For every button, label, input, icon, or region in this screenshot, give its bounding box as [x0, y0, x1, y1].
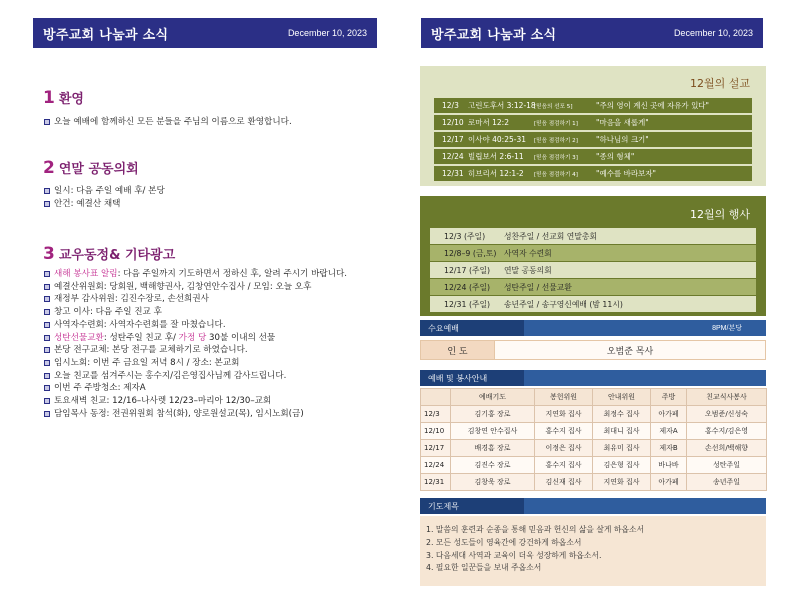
service-cell: 최정수 집사 [593, 406, 651, 423]
service-cell: 김창연 안수집사 [451, 423, 535, 440]
sermon-row [434, 149, 752, 164]
prayer-bar [420, 498, 766, 514]
square-bullet-icon [44, 398, 50, 404]
welcome-section-label: 환영 [58, 92, 84, 107]
sermon-title: "종의 형체" [596, 152, 635, 161]
square-bullet-icon [44, 296, 50, 302]
service-cell: 아가페 [651, 474, 687, 491]
sermon-series: [믿음 점검하기 3] [534, 154, 578, 161]
news-section-number: 3 [43, 244, 55, 264]
worship-leader-value: 오범준 목사 [495, 341, 765, 359]
service-bar [420, 370, 766, 386]
worship-label: 수요예배 [420, 320, 524, 336]
service-date-cell: 12/24 [421, 457, 451, 474]
news-list [44, 268, 384, 420]
service-column-header [421, 389, 451, 406]
event-row [430, 296, 756, 312]
meeting-section-title [43, 158, 139, 178]
sermon-row [434, 132, 752, 147]
worship-time: 8PM/본당 [712, 325, 742, 332]
sermon-title: "마음을 새롭게" [596, 118, 649, 127]
right-header-bar [421, 18, 763, 48]
service-cell: 손선희/백해향 [687, 440, 767, 457]
square-bullet-icon [44, 271, 50, 277]
square-bullet-icon [44, 347, 50, 353]
right-header-date: December 10, 2023 [673, 28, 753, 38]
event-list [430, 228, 756, 313]
prayer-list [420, 516, 766, 586]
table-row [421, 406, 767, 423]
list-item: 이번 주 주방청소: 제자A [44, 382, 384, 395]
square-bullet-icon [44, 373, 50, 379]
event-row [430, 245, 756, 261]
sermon-series: [믿음의 선포 5] [534, 103, 573, 110]
service-column-header: 주방 [651, 389, 687, 406]
event-box-title: 12월의 행사 [690, 208, 750, 221]
list-item: 오늘 친교를 섬겨주시는 홍수지/김은영집사님께 감사드립니다. [44, 370, 384, 383]
service-cell: 김진수 장로 [451, 457, 535, 474]
list-item: 예결산위원회: 당회원, 백해향권사, 김창연안수집사 / 모임: 오늘 오후 [44, 281, 384, 294]
event-row [430, 228, 756, 244]
sermon-series: [믿음 점검하기 2] [534, 137, 578, 144]
service-cell: 배경흠 장로 [451, 440, 535, 457]
list-item: 새해 봉사표 알림: 다음 주일까지 기도하면서 정하신 후, 알려 주시기 바랍니다. [44, 268, 384, 281]
news-section-title [43, 244, 175, 264]
service-cell: 이정은 집사 [535, 440, 593, 457]
right-header-title: 방주교회 나눔과 소식 [431, 27, 557, 43]
sermon-passage: 히브리서 12:1-2 [468, 169, 524, 178]
service-date-cell: 12/3 [421, 406, 451, 423]
list-item: 창고 이사: 다음 주일 진교 후 [44, 306, 384, 319]
prayer-label: 기도제목 [420, 498, 524, 514]
worship-leader-key: 인 도 [421, 341, 495, 359]
service-cell: 지연화 집사 [535, 406, 593, 423]
sermon-date: 12/10 [442, 118, 464, 127]
prayer-item: 4. 필요한 일꾼들을 보내 주옵소서 [426, 563, 542, 573]
sermon-title: "주의 영이 계신 곳에 자유가 있다" [596, 101, 710, 110]
sermon-passage: 고린도후서 3:12-18 [468, 101, 536, 110]
event-name: 성탄주일 / 선물교환 [504, 282, 572, 292]
sermon-date: 12/31 [442, 169, 464, 178]
event-name: 연말 공동의회 [504, 265, 552, 275]
list-item: 담임목사 동정: 전권위원회 참석(화), 양로원설교(목), 임시노회(금) [44, 408, 384, 421]
prayer-item: 1. 말씀의 훈련과 순종을 통해 믿음과 헌신의 삶을 살게 하옵소서 [426, 525, 645, 534]
sermon-date: 12/3 [442, 101, 459, 110]
list-item: 안건: 예결산 채택 [44, 198, 384, 211]
square-bullet-icon [44, 201, 50, 207]
service-cell: 송년주일 [687, 474, 767, 491]
worship-bar [420, 320, 766, 336]
event-name: 송년주일 / 송구영신예배 (밤 11시) [504, 299, 623, 309]
service-cell: 제자A [651, 423, 687, 440]
service-cell: 제자B [651, 440, 687, 457]
service-label: 예배 및 봉사안내 [420, 370, 524, 386]
sermon-title: "예수를 바라보자" [596, 169, 656, 178]
event-date: 12/8–9 (금,토) [444, 248, 497, 258]
news-section-label: 교우동정& 기타광고 [58, 248, 176, 263]
service-cell: 아가페 [651, 406, 687, 423]
sermon-passage: 로마서 12:2 [468, 118, 509, 127]
meeting-section-label: 연말 공동의회 [58, 162, 139, 177]
square-bullet-icon [44, 284, 50, 290]
worship-leader-table [420, 340, 766, 360]
sermon-list [434, 98, 752, 183]
service-cell: 홍수지 집사 [535, 423, 593, 440]
event-row [430, 262, 756, 278]
welcome-list [44, 116, 384, 129]
sermon-series: [믿음 점검하기 4] [534, 171, 578, 178]
service-cell: 최유미 집사 [593, 440, 651, 457]
list-item: 본당 전구교체: 본당 전구를 교체하기로 하였습니다. [44, 344, 384, 357]
table-row [421, 474, 767, 491]
square-bullet-icon [44, 309, 50, 315]
service-date-cell: 12/17 [421, 440, 451, 457]
sermon-series: [믿음 점검하기 1] [534, 120, 578, 127]
sermon-date: 12/17 [442, 135, 464, 144]
list-item: 일시: 다음 주일 예배 후/ 본당 [44, 185, 384, 198]
service-cell: 김은형 집사 [593, 457, 651, 474]
square-bullet-icon [44, 335, 50, 341]
sermon-passage: 이사야 40:25-31 [468, 135, 526, 144]
service-column-header: 친교식사봉사 [687, 389, 767, 406]
event-date: 12/31 (주일) [444, 299, 491, 309]
service-date-cell: 12/10 [421, 423, 451, 440]
welcome-section-number: 1 [43, 88, 55, 108]
welcome-section-title [43, 88, 84, 108]
square-bullet-icon [44, 360, 50, 366]
square-bullet-icon [44, 385, 50, 391]
list-item: 성탄선물교환: 성탄주일 친교 후/ 가정 당 30불 이내의 선물 [44, 332, 384, 345]
service-cell: 바나바 [651, 457, 687, 474]
list-item: 사역자수련회: 사역자수련회를 잘 마쳤습니다. [44, 319, 384, 332]
event-date: 12/17 (주일) [444, 265, 491, 275]
sermon-row [434, 166, 752, 181]
event-date: 12/3 (주일) [444, 231, 486, 241]
square-bullet-icon [44, 322, 50, 328]
square-bullet-icon [44, 188, 50, 194]
sermon-row [434, 98, 752, 113]
event-date: 12/24 (주일) [444, 282, 491, 292]
service-cell: 지연화 집사 [593, 474, 651, 491]
meeting-list [44, 185, 384, 210]
service-date-cell: 12/31 [421, 474, 451, 491]
left-header-date: December 10, 2023 [287, 28, 367, 38]
service-cell: 김기홍 장로 [451, 406, 535, 423]
table-row [421, 423, 767, 440]
event-name: 사역자 수련회 [504, 248, 552, 258]
sermon-row [434, 115, 752, 130]
list-item: 임시노회: 이번 주 금요일 저녁 8시 / 장소: 본교회 [44, 357, 384, 370]
service-table-header [421, 389, 767, 406]
sermon-title: "하나님의 크기" [596, 135, 649, 144]
prayer-item: 2. 모든 성도들이 영육간에 강건하게 하옵소서 [426, 537, 582, 547]
service-column-header: 안내위원 [593, 389, 651, 406]
service-cell: 김신재 집사 [535, 474, 593, 491]
service-column-header: 예배기도 [451, 389, 535, 406]
table-row [421, 440, 767, 457]
list-item: 오늘 예배에 함께하신 모든 분들을 주님의 이름으로 환영합니다. [44, 116, 384, 129]
list-item: 재정부 감사위원: 김진수장로, 손선희권사 [44, 293, 384, 306]
left-header-title: 방주교회 나눔과 소식 [43, 27, 169, 43]
service-cell: 최대니 집사 [593, 423, 651, 440]
service-cell: 오범준/신성숙 [687, 406, 767, 423]
sermon-box [420, 66, 766, 186]
left-header-bar [33, 18, 377, 48]
sermon-date: 12/24 [442, 152, 464, 161]
square-bullet-icon [44, 411, 50, 417]
list-item: 토요새벽 친교: 12/16–나사렛 12/23–마리아 12/30–교회 [44, 395, 384, 408]
service-cell: 김창욱 장로 [451, 474, 535, 491]
right-page [396, 0, 792, 612]
service-column-header: 봉헌위원 [535, 389, 593, 406]
square-bullet-icon [44, 119, 50, 125]
event-row [430, 279, 756, 295]
sermon-box-title: 12월의 설교 [690, 77, 750, 90]
service-cell: 홍수지/김은영 [687, 423, 767, 440]
prayer-item: 3. 다음세대 사역과 교육이 더욱 성장하게 하옵소서. [426, 550, 602, 560]
meeting-section-number: 2 [43, 158, 55, 178]
event-box [420, 196, 766, 316]
service-cell: 홍수지 집사 [535, 457, 593, 474]
service-table [420, 388, 767, 491]
service-cell: 성탄주일 [687, 457, 767, 474]
table-row [421, 457, 767, 474]
sermon-passage: 빌립보서 2:6-11 [468, 152, 524, 161]
event-name: 성찬주일 / 선교회 연말총회 [504, 231, 597, 241]
